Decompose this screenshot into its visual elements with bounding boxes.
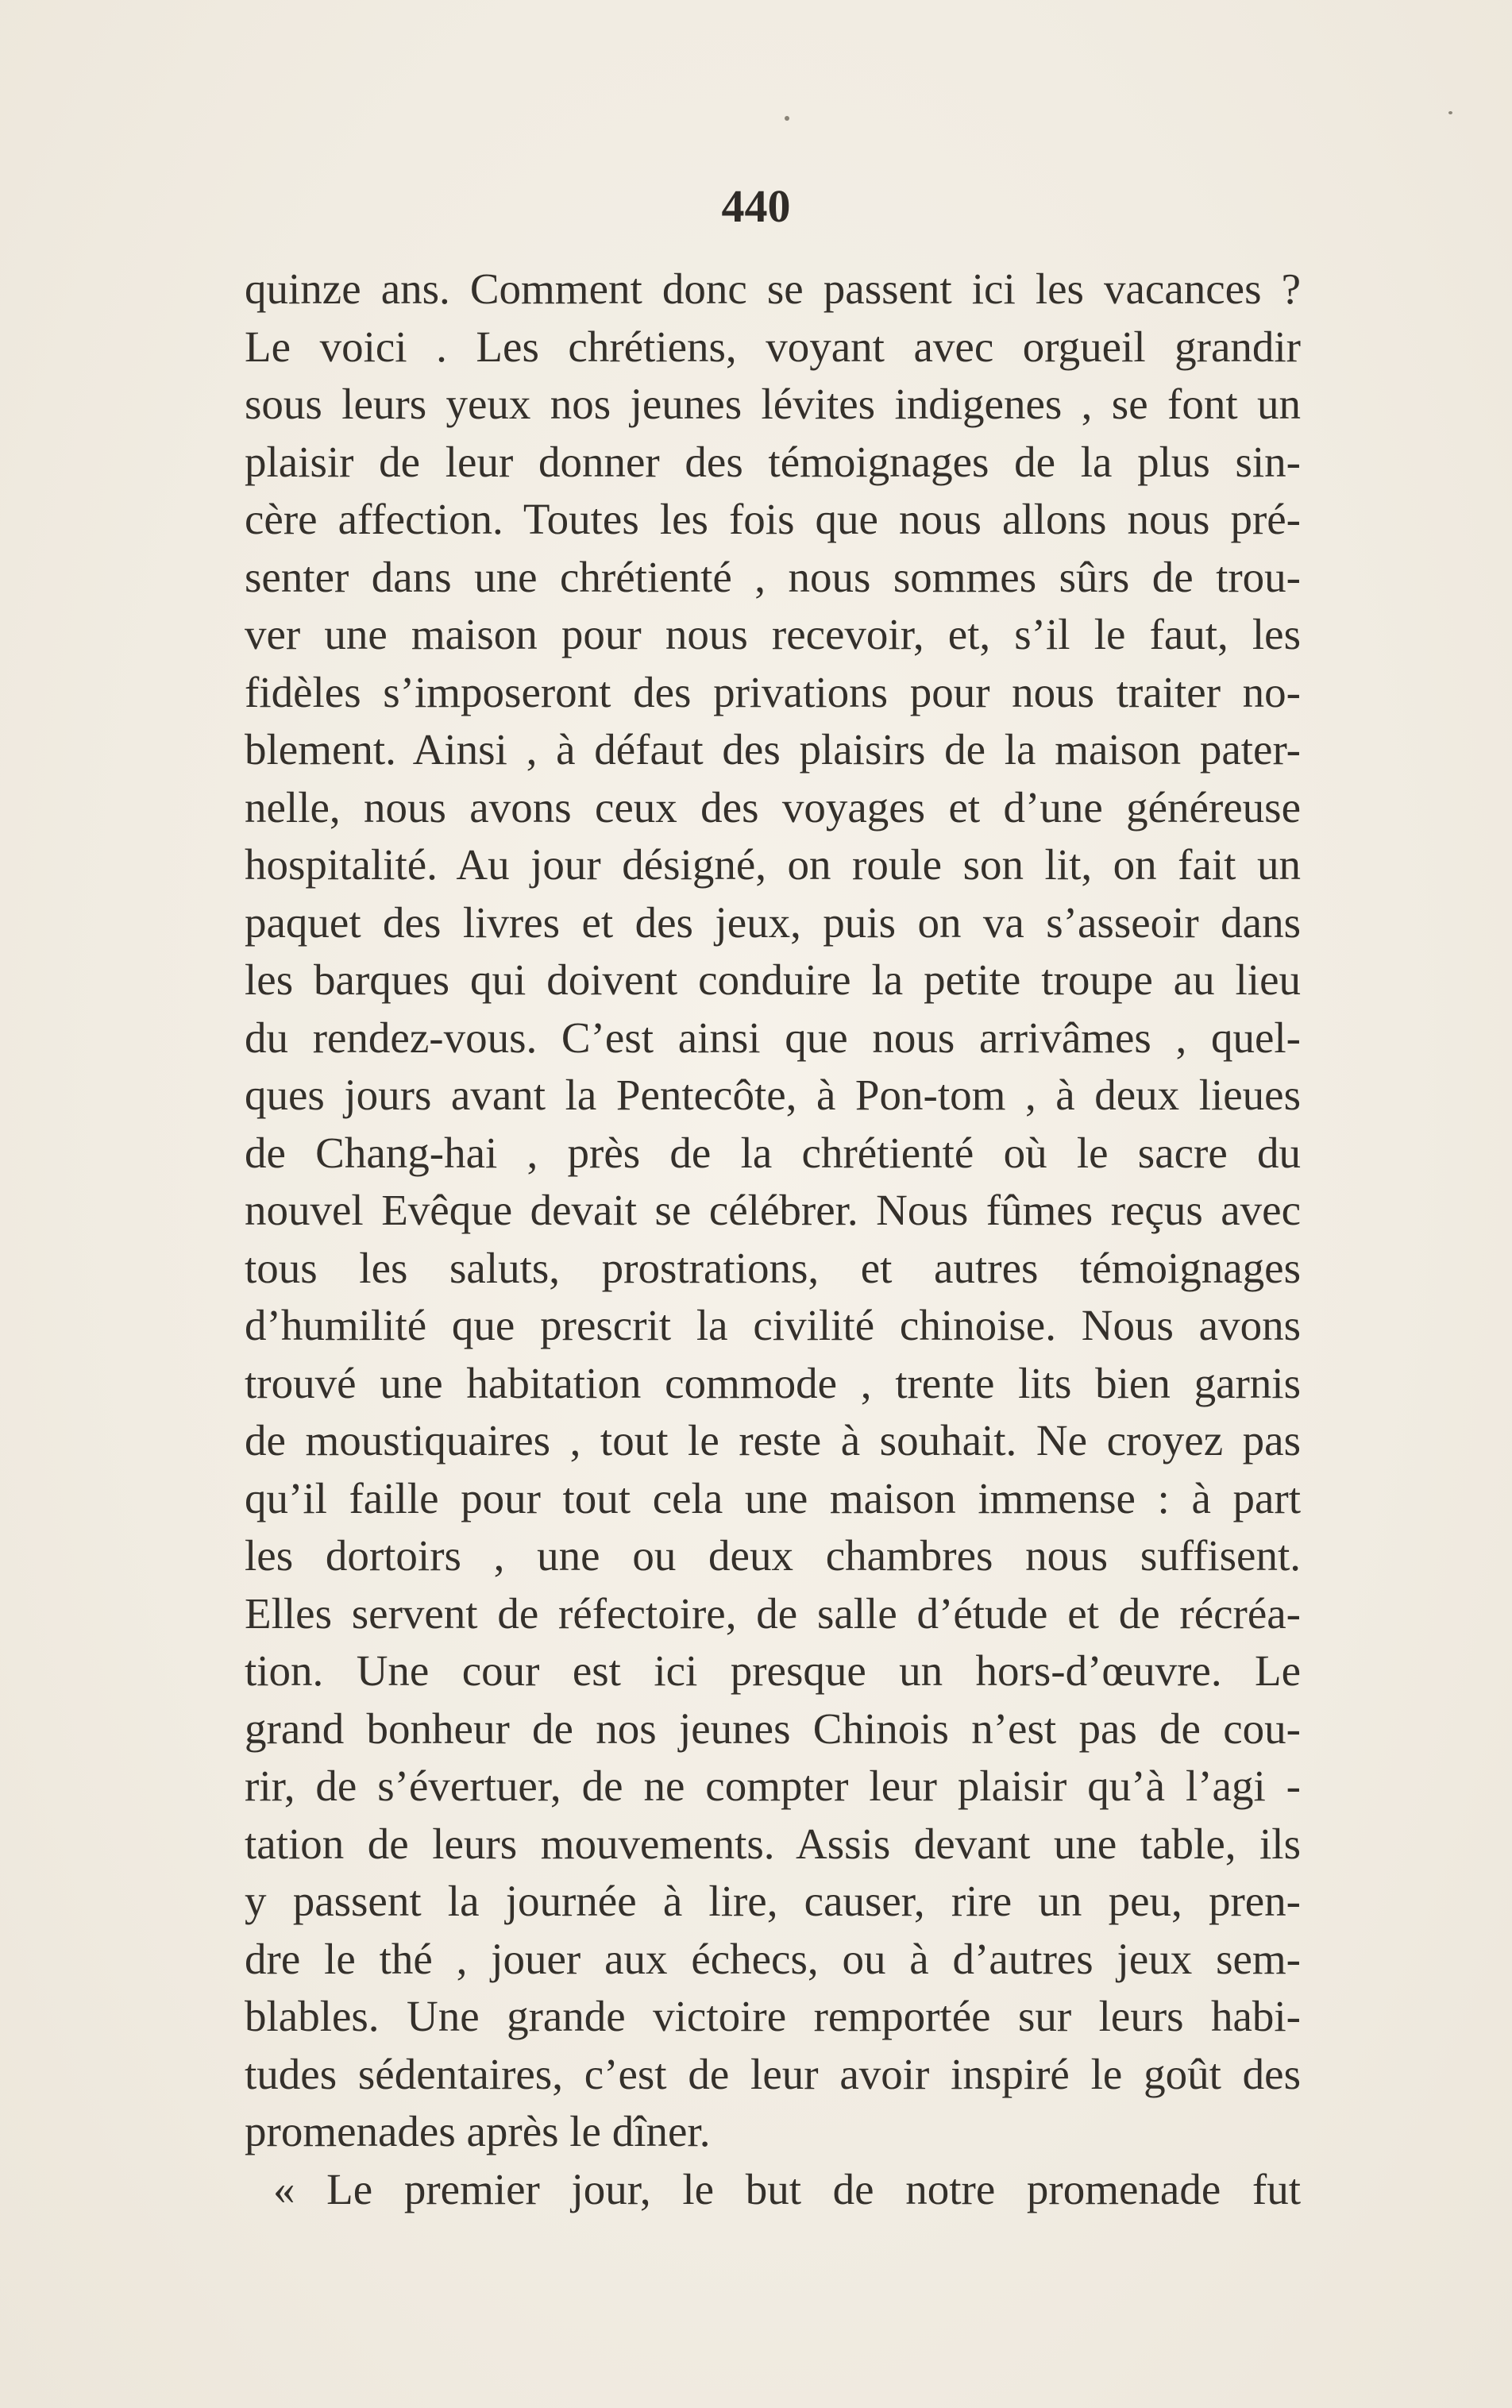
text-line: senter dans une chrétienté , nous sommes sûrs de trou- — [245, 552, 1301, 601]
text-line: nelle, nous avons ceux des voyages et d’une généreuse — [245, 782, 1301, 832]
text-line: tation de leurs mouvements. Assis devant une table, ils — [245, 1819, 1301, 1868]
text-line: tudes sédentaires, c’est de leur avoir inspiré le goût des — [245, 2049, 1301, 2098]
paper-speck — [785, 116, 789, 121]
text-line: dre le thé , jouer aux échecs, ou à d’autres jeux sem- — [245, 1934, 1301, 1983]
text-line-paragraph-start: « Le premier jour, le but de notre promenade fut — [273, 2164, 1301, 2213]
text-line: fidèles s’imposeront des privations pour nous traiter no- — [245, 667, 1301, 716]
text-line: plaisir de leur donner des témoignages de la plus sin- — [245, 437, 1301, 486]
text-line: de Chang-hai , près de la chrétienté où le sacre du — [245, 1128, 1301, 1177]
text-line: quinze ans. Comment donc se passent ici les vacances ? — [245, 264, 1301, 313]
text-line: y passent la journée à lire, causer, rire un peu, pren- — [245, 1877, 1301, 1925]
text-line: d’humilité que prescrit la civilité chinoise. Nous avons — [245, 1301, 1301, 1349]
text-line: hospitalité. Au jour désigné, on roule son lit, on fait un — [245, 840, 1301, 889]
text-line: ver une maison pour nous recevoir, et, s’il le faut, les — [245, 610, 1301, 658]
text-line: les barques qui doivent conduire la petite troupe au lieu — [245, 955, 1301, 1004]
text-line: grand bonheur de nos jeunes Chinois n’est pas de cou- — [245, 1704, 1301, 1753]
text-line: tous les saluts, prostrations, et autres témoignages — [245, 1243, 1301, 1292]
body-text — [245, 260, 1301, 2218]
text-line: cère affection. Toutes les fois que nous allons nous pré- — [245, 495, 1301, 543]
text-line: rir, de s’évertuer, de ne compter leur plaisir qu’à l’agi - — [245, 1762, 1301, 1810]
text-line: paquet des livres et des jeux, puis on va s’asseoir dans — [245, 897, 1301, 947]
text-line: ques jours avant la Pentecôte, à Pon-tom , à deux lieues — [245, 1071, 1301, 1119]
text-line: qu’il faille pour tout cela une maison immense : à part — [245, 1473, 1301, 1522]
text-line: du rendez-vous. C’est ainsi que nous arrivâmes , quel- — [245, 1013, 1301, 1062]
paper-speck — [1448, 111, 1452, 114]
text-line: de moustiquaires , tout le reste à souhait. Ne croyez pas — [245, 1416, 1301, 1464]
text-line: trouvé une habitation commode , trente lits bien garnis — [245, 1358, 1301, 1407]
text-line-paragraph-end: promenades après le dîner. — [245, 2107, 711, 2155]
text-line: blables. Une grande victoire remportée sur leurs habi- — [245, 1992, 1301, 2040]
text-line: blement. Ainsi , à défaut des plaisirs de la maison pater- — [245, 725, 1301, 774]
page-number: 440 — [721, 180, 791, 232]
text-line: les dortoirs , une ou deux chambres nous suffisent. — [245, 1531, 1301, 1580]
text-line: Elles servent de réfectoire, de salle d’étude et de récréa- — [245, 1588, 1301, 1638]
text-line: Le voici . Les chrétiens, voyant avec orgueil grandir — [245, 322, 1301, 371]
text-line: tion. Une cour est ici presque un hors-d’œuvre. Le — [245, 1646, 1301, 1695]
text-line: sous leurs yeux nos jeunes lévites indigenes , se font un — [245, 380, 1301, 428]
text-line: nouvel Evêque devait se célébrer. Nous fûmes reçus avec — [245, 1186, 1301, 1234]
